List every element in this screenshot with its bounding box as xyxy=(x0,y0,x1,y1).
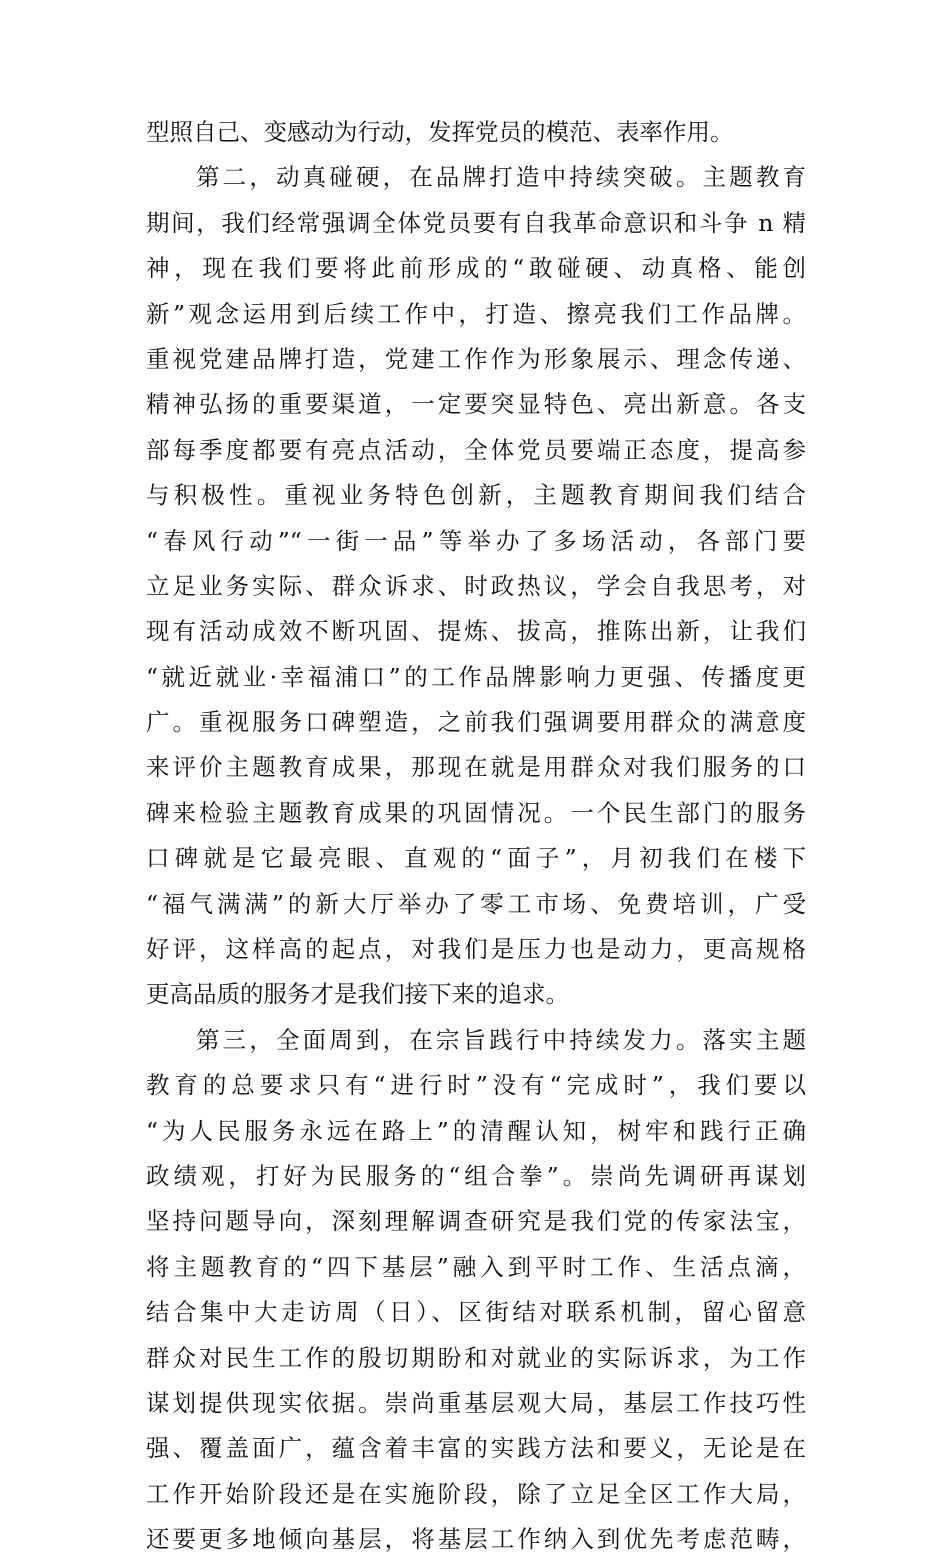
text-line: 强、覆盖面广，蕴含着丰富的实践方法和要义，无论是在 xyxy=(146,1434,806,1463)
text-line: 群众对民生工作的殷切期盼和对就业的实际诉求，为工作 xyxy=(146,1343,806,1372)
text-line: 更高品质的服务才是我们接下来的追求。 xyxy=(146,980,569,1009)
paragraph-first-line: 第二，动真碰硬，在品牌打造中持续突破。主题教育 xyxy=(196,163,806,192)
text-line: 现有活动成效不断巩固、提炼、拔高，推陈出新，让我们 xyxy=(146,617,806,646)
text-line: 好评，这样高的起点，对我们是压力也是动力，更高规格 xyxy=(146,935,806,964)
text-line: 还要更多地倾向基层，将基层工作纳入到优先考虑范畴， xyxy=(146,1525,806,1554)
text-line: 新”观念运用到后续工作中，打造、擦亮我们工作品牌。 xyxy=(146,299,806,328)
text-line: 期间，我们经常强调全体党员要有自我革命意识和斗争 n 精 xyxy=(146,208,806,237)
text-line: 重视党建品牌打造，党建工作作为形象展示、理念传递、 xyxy=(146,344,806,373)
text-line: 神，现在我们要将此前形成的“敢碰硬、动真格、能创 xyxy=(146,254,806,283)
text-line: 型照自己、变感动为行动，发挥党员的模范、表率作用。 xyxy=(146,118,734,146)
text-line: “春风行动”“一街一品”等举办了多场活动，各部门要 xyxy=(146,526,806,555)
text-line: 将主题教育的“四下基层”融入到平时工作、生活点滴， xyxy=(146,1252,806,1281)
text-line: “就近就业·幸福浦口”的工作品牌影响力更强、传播度更 xyxy=(146,662,806,691)
text-line: 广。重视服务口碑塑造，之前我们强调要用群众的满意度 xyxy=(146,708,806,737)
paragraph-first-line: 第三，全面周到，在宗旨践行中持续发力。落实主题 xyxy=(196,1025,806,1054)
text-line: “为人民服务永远在路上”的清醒认知，树牢和践行正确 xyxy=(146,1116,806,1145)
text-line: 结合集中大走访周（日）、区街结对联系机制，留心留意 xyxy=(146,1298,806,1327)
document-body xyxy=(146,110,806,1563)
text-line: 部每季度都要有亮点活动，全体党员要端正态度，提高参 xyxy=(146,435,806,464)
text-line: 碑来检验主题教育成果的巩固情况。一个民生部门的服务 xyxy=(146,798,806,827)
text-line: 精神弘扬的重要渠道，一定要突显特色、亮出新意。各支 xyxy=(146,390,806,419)
text-line: 与积极性。重视业务特色创新，主题教育期间我们结合 xyxy=(146,481,806,510)
text-line: 政绩观，打好为民服务的“组合拳”。崇尚先调研再谋划 xyxy=(146,1161,806,1190)
text-line: 立足业务实际、群众诉求、时政热议，学会自我思考，对 xyxy=(146,571,806,600)
text-line: 工作开始阶段还是在实施阶段，除了立足全区工作大局， xyxy=(146,1479,806,1508)
text-line: 坚持问题导向，深刻理解调查研究是我们党的传家法宝， xyxy=(146,1207,806,1236)
text-line: “福气满满”的新大厅举办了零工市场、免费培训，广受 xyxy=(146,889,806,918)
text-line: 口碑就是它最亮眼、直观的“面子”，月初我们在楼下 xyxy=(146,844,806,873)
text-line: 教育的总要求只有“进行时”没有“完成时”，我们要以 xyxy=(146,1071,806,1100)
text-line: 谋划提供现实依据。崇尚重基层观大局，基层工作技巧性 xyxy=(146,1388,806,1417)
text-line: 来评价主题教育成果，那现在就是用群众对我们服务的口 xyxy=(146,753,806,782)
